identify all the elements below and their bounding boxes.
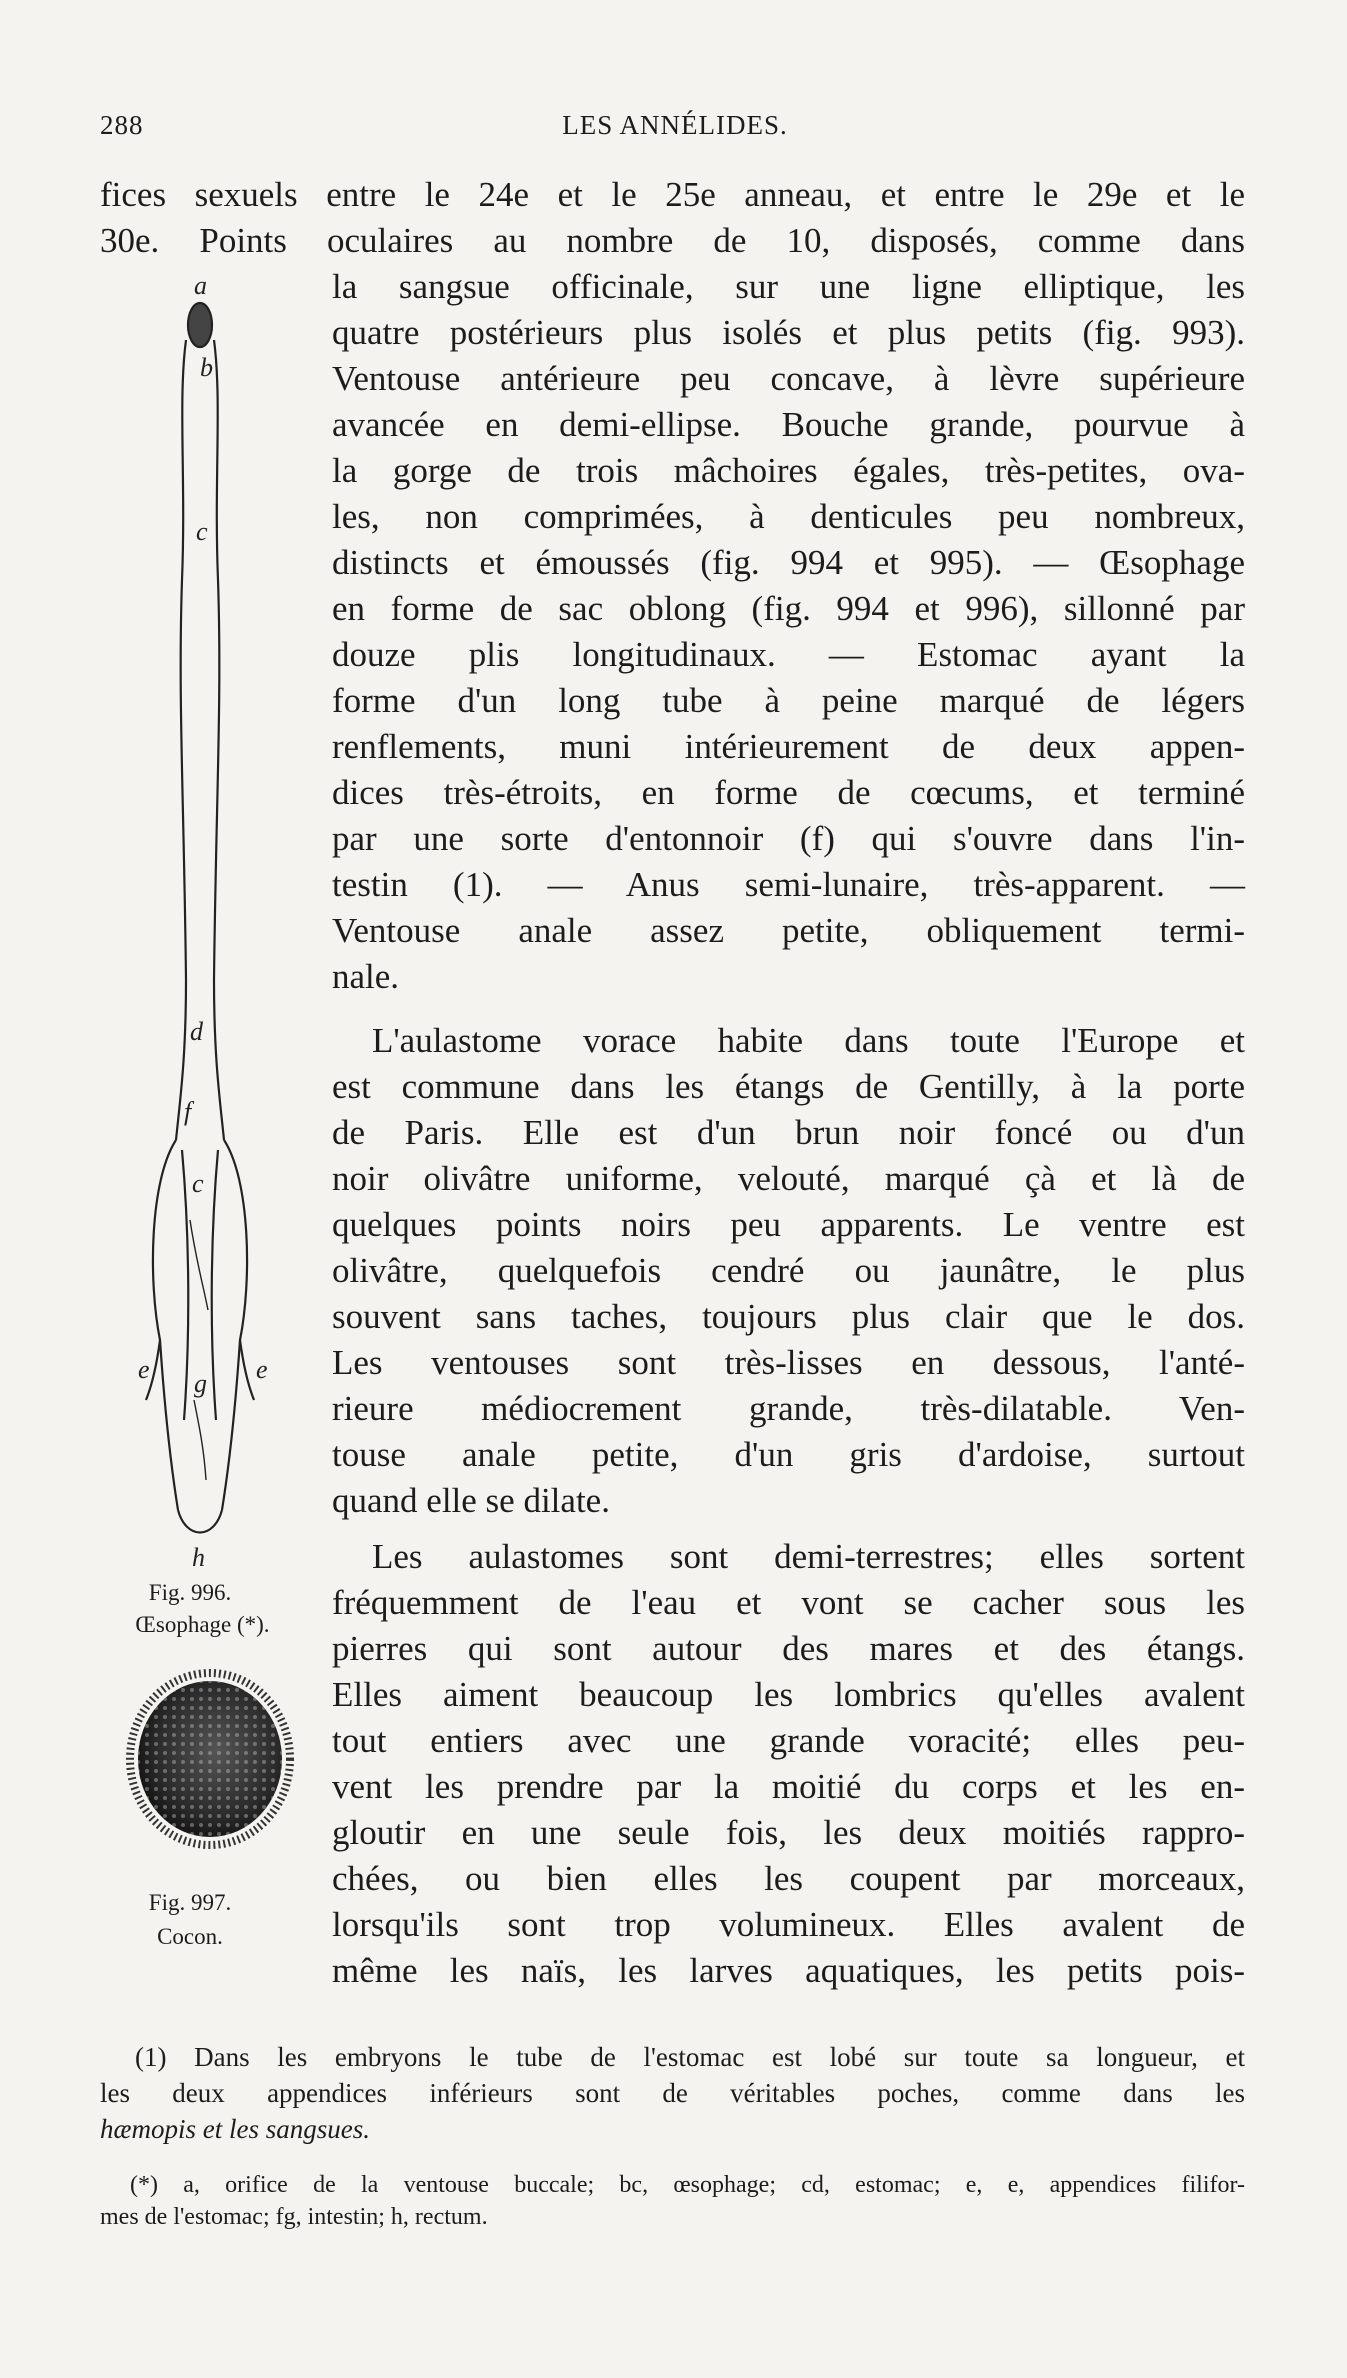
body-line: distincts et émoussés (fig. 994 et 995). — Œsophage	[332, 543, 1245, 582]
body-line: tout entiers avec une grande voracité; elles peu-	[332, 1721, 1245, 1760]
body-line: 30e. Points oculaires au nombre de 10, disposés, comme dans	[100, 221, 1245, 260]
body-line: est commune dans les étangs de Gentilly, à la porte	[332, 1067, 1245, 1106]
body-line: souvent sans taches, toujours plus clair que le dos.	[332, 1297, 1245, 1336]
figure-996-label: Fig. 996.	[148, 1580, 232, 1605]
running-title: LES ANNÉLIDES.	[562, 110, 788, 140]
body-line: testin (1). — Anus semi-lunaire, très-apparent. —	[332, 865, 1245, 904]
cocoon-figure	[125, 1668, 295, 1850]
body-line: Ventouse antérieure peu concave, à lèvre supérieure	[332, 359, 1245, 398]
body-line: olivâtre, quelquefois cendré ou jaunâtre, le plus	[332, 1251, 1245, 1290]
footnote-line: hæmopis et les sangsues.	[100, 2114, 370, 2144]
body-line: touse anale petite, d'un gris d'ardoise, surtout	[332, 1435, 1245, 1474]
figure-letter: d	[190, 1017, 203, 1046]
body-line: avancée en demi-ellipse. Bouche grande, pourvue à	[332, 405, 1245, 444]
body-line: nale.	[332, 957, 400, 996]
body-line: vent les prendre par la moitié du corps et les en-	[332, 1767, 1245, 1806]
figure-letter: e	[138, 1355, 150, 1384]
body-line: pierres qui sont autour des mares et des étangs.	[332, 1629, 1245, 1668]
body-line: la sangsue officinale, sur une ligne elliptique, les	[332, 267, 1245, 306]
body-line: chées, ou bien elles les coupent par morceaux,	[332, 1859, 1245, 1898]
body-line: par une sorte d'entonnoir (f) qui s'ouvre dans l'in-	[332, 819, 1245, 858]
body-line: de Paris. Elle est d'un brun noir foncé ou d'un	[332, 1113, 1245, 1152]
figure-letter: e	[256, 1355, 268, 1384]
body-line: en forme de sac oblong (fig. 994 et 996), sillonné par	[332, 589, 1245, 628]
body-line: dices très-étroits, en forme de cœcums, et terminé	[332, 773, 1245, 812]
page-number: 288	[100, 110, 144, 140]
body-line: quelques points noirs peu apparents. Le ventre est	[332, 1205, 1245, 1244]
footnote-line: (*) a, orifice de la ventouse buccale; bc, œsophage; cd, estomac; e, e, appendices filifor-	[130, 2172, 1245, 2198]
body-line: noir olivâtre uniforme, velouté, marqué çà et là de	[332, 1159, 1245, 1198]
body-line: quatre postérieurs plus isolés et plus petits (fig. 993).	[332, 313, 1245, 352]
body-line: fices sexuels entre le 24e et le 25e anneau, et entre le 29e et le	[100, 175, 1245, 214]
page-header	[100, 110, 1250, 150]
figure-letter: h	[192, 1543, 205, 1570]
figure-996-caption: Œsophage (*).	[135, 1612, 270, 1637]
paragraph-first-line: L'aulastome vorace habite dans toute l'Europe et	[372, 1021, 1245, 1060]
figure-letter: g	[194, 1369, 207, 1398]
figure-letter: f	[184, 1097, 192, 1126]
figure-997-label: Fig. 997.	[148, 1890, 232, 1915]
figure-letter: b	[200, 353, 213, 382]
body-line: douze plis longitudinaux. — Estomac ayant la	[332, 635, 1245, 674]
body-line: renflements, muni intérieurement de deux appen-	[332, 727, 1245, 766]
footnote-line: (1) Dans les embryons le tube de l'estomac est lobé sur toute sa longueur, et	[135, 2042, 1245, 2072]
figure-letter: c	[196, 517, 208, 546]
figure-997-caption: Cocon.	[157, 1924, 223, 1949]
oesophagus-figure	[120, 280, 280, 1570]
body-line: quand elle se dilate.	[332, 1481, 610, 1520]
body-line: Les ventouses sont très-lisses en dessous, l'anté-	[332, 1343, 1245, 1382]
body-line: rieure médiocrement grande, très-dilatable. Ven-	[332, 1389, 1245, 1428]
footnote-line: les deux appendices inférieurs sont de véritables poches, comme dans les	[100, 2078, 1245, 2108]
figure-letter: c	[192, 1169, 204, 1198]
body-line: Elles aiment beaucoup les lombrics qu'elles avalent	[332, 1675, 1245, 1714]
body-line: gloutir en une seule fois, les deux moitiés rappro-	[332, 1813, 1245, 1852]
body-line: Ventouse anale assez petite, obliquement termi-	[332, 911, 1245, 950]
body-line: lorsqu'ils sont trop volumineux. Elles avalent de	[332, 1905, 1245, 1944]
body-line: forme d'un long tube à peine marqué de légers	[332, 681, 1245, 720]
body-line: même les naïs, les larves aquatiques, les petits pois-	[332, 1951, 1245, 1990]
paragraph-first-line: Les aulastomes sont demi-terrestres; elles sortent	[372, 1537, 1245, 1576]
body-line: fréquemment de l'eau et vont se cacher sous les	[332, 1583, 1245, 1622]
body-line: les, non comprimées, à denticules peu nombreux,	[332, 497, 1245, 536]
footnote-line: mes de l'estomac; fg, intestin; h, rectum.	[100, 2204, 488, 2230]
body-line: la gorge de trois mâchoires égales, très-petites, ova-	[332, 451, 1245, 490]
figure-letter: a	[194, 280, 207, 300]
